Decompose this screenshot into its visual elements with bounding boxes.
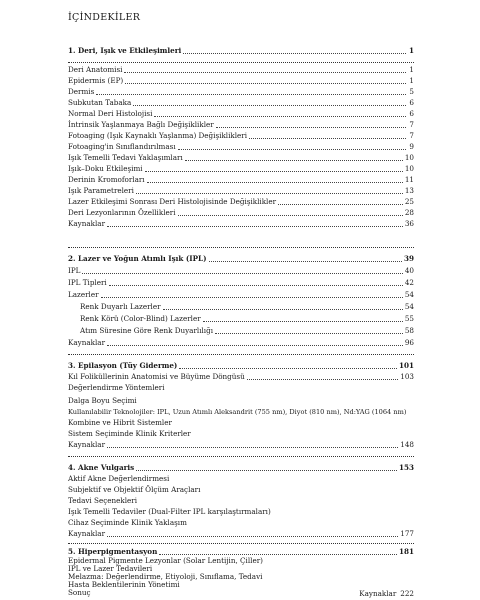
toc-page-number: 222 bbox=[400, 589, 414, 598]
toc-entry-text: IPL ve Lazer Tedavileri bbox=[68, 564, 153, 573]
dot-leader bbox=[178, 215, 403, 216]
dot-leader bbox=[124, 72, 406, 73]
toc-entry[interactable] bbox=[68, 186, 414, 196]
toc-page-number: 39 bbox=[403, 254, 414, 263]
toc-entry[interactable] bbox=[68, 290, 414, 300]
toc-entry[interactable] bbox=[68, 529, 414, 539]
toc-entry-text: Işık Temelli Tedaviler (Dual-Filter IPL karşılaştırmaları) bbox=[68, 507, 271, 516]
toc-entry-text: Kullanılabilir Teknolojiler: IPL, Uzun Atımlı Aleksandrit (755 nm), Diyot (810 nm), Nd:YAG (1064 nm) bbox=[68, 408, 407, 416]
dot-leader bbox=[109, 285, 403, 286]
toc-entry-text: Melazma: Değerlendirme, Etiyoloji, Sınıflama, Tedavi bbox=[68, 572, 263, 581]
toc-entry[interactable] bbox=[68, 266, 414, 276]
dot-leader bbox=[107, 345, 403, 346]
toc-entry-text: Cihaz Seçiminde Klinik Yaklaşım bbox=[68, 518, 187, 527]
toc-entry-text: Epidermis (EP) bbox=[68, 76, 124, 85]
page-title: İÇİNDEKİLER bbox=[68, 12, 141, 23]
toc-entry[interactable] bbox=[68, 197, 414, 207]
toc-page-number: 7 bbox=[409, 120, 414, 129]
toc-entry-text: Tedavi Seçenekleri bbox=[68, 496, 137, 505]
toc-entry[interactable] bbox=[68, 440, 414, 450]
toc-page-number: 28 bbox=[404, 208, 414, 217]
dot-leader bbox=[216, 127, 406, 128]
toc-entry-text: Kıl Foliküllerinin Anatomisi ve Büyüme Döngüsü bbox=[68, 372, 245, 381]
toc-entry[interactable] bbox=[68, 164, 414, 174]
section-divider bbox=[68, 354, 414, 355]
toc-page-number: 55 bbox=[404, 314, 414, 323]
section-divider bbox=[68, 456, 414, 457]
toc-entry-text: Kaynaklar bbox=[68, 440, 106, 449]
toc-page-number: 101 bbox=[398, 361, 414, 370]
dot-leader bbox=[145, 171, 403, 172]
toc-entry[interactable] bbox=[68, 383, 414, 393]
toc-page-number: 10 bbox=[404, 153, 414, 162]
toc-entry-text: Subkutan Tabaka bbox=[68, 98, 132, 107]
section-divider bbox=[68, 62, 414, 63]
toc-entry-text: Değerlendirme Yöntemleri bbox=[68, 383, 165, 392]
toc-page-number: 58 bbox=[404, 326, 414, 335]
toc-page-number: 1 bbox=[409, 65, 414, 74]
toc-entry[interactable] bbox=[68, 485, 414, 495]
toc-entry-text: Işık–Doku Etkileşimi bbox=[68, 164, 143, 173]
toc-page-number: 5 bbox=[409, 87, 414, 96]
toc-page-number: 1 bbox=[409, 76, 414, 85]
toc-entry[interactable] bbox=[68, 429, 414, 439]
toc-entry[interactable] bbox=[68, 372, 414, 382]
toc-entry-text: Kaynaklar bbox=[68, 529, 106, 538]
toc-entry-text: Kaynaklar bbox=[68, 338, 106, 347]
toc-entry-text: Aktif Akne Değerlendirmesi bbox=[68, 474, 170, 483]
toc-page-number: 40 bbox=[404, 266, 414, 275]
dot-leader bbox=[136, 470, 397, 471]
toc-entry-text: Deri Lezyonlarının Özellikleri bbox=[68, 208, 176, 217]
toc-heading-4[interactable] bbox=[68, 463, 414, 473]
dot-leader bbox=[82, 273, 402, 274]
toc-entry[interactable] bbox=[68, 418, 414, 428]
toc-entry-text: IPL Tipleri bbox=[68, 278, 107, 287]
toc-entry[interactable] bbox=[68, 407, 414, 417]
dot-leader bbox=[136, 193, 403, 194]
toc-entry-text: Sistem Seçiminde Klinik Kriterler bbox=[68, 429, 191, 438]
toc-page-number: 9 bbox=[409, 142, 414, 151]
toc-entry[interactable] bbox=[68, 142, 414, 152]
toc-entry[interactable] bbox=[68, 65, 414, 75]
toc-heading-1[interactable] bbox=[68, 46, 414, 56]
toc-page-number: 96 bbox=[404, 338, 414, 347]
dot-leader bbox=[209, 261, 402, 262]
toc-entry-text: Derinin Kromoforları bbox=[68, 175, 145, 184]
toc-subentry[interactable] bbox=[80, 314, 414, 324]
dot-leader bbox=[278, 204, 403, 205]
toc-entry[interactable] bbox=[68, 208, 414, 218]
section-divider bbox=[68, 247, 414, 248]
toc-page-number: 54 bbox=[404, 290, 414, 299]
dot-leader bbox=[107, 447, 398, 448]
toc-page-number: 42 bbox=[404, 278, 414, 287]
toc-entry[interactable] bbox=[68, 507, 414, 517]
toc-entry-text: IPL bbox=[68, 266, 81, 275]
toc-subentry[interactable] bbox=[80, 302, 414, 312]
toc-entry[interactable] bbox=[68, 219, 414, 229]
toc-entry-text: Hasta Beklentilerinin Yönetimi bbox=[68, 580, 180, 589]
toc-entry[interactable] bbox=[68, 131, 414, 141]
dot-leader bbox=[178, 149, 406, 150]
toc-page-number: 13 bbox=[404, 186, 414, 195]
toc-entry-text: Kombine ve Hibrit Sistemler bbox=[68, 418, 172, 427]
toc-entry[interactable] bbox=[68, 338, 414, 348]
toc-page-number: 7 bbox=[409, 131, 414, 140]
toc-entry[interactable] bbox=[68, 396, 414, 406]
toc-heading-text: 1. Deri, Işık ve Etkileşimleri bbox=[68, 46, 182, 55]
toc-page-number: 1 bbox=[408, 46, 414, 55]
toc-heading-text: 3. Epilasyon (Tüy Giderme) bbox=[68, 361, 178, 370]
toc-entry-text: Dermis bbox=[68, 87, 95, 96]
toc-heading-text: 5. Hiperpigmentasyon bbox=[68, 547, 158, 556]
toc-heading-text: 2. Lazer ve Yoğun Atımlı Işık (IPL) bbox=[68, 254, 207, 263]
toc-page-number: 6 bbox=[409, 98, 414, 107]
dot-leader bbox=[125, 83, 406, 84]
toc-entry-text: Renk Duyarlı Lazerler bbox=[80, 302, 161, 311]
toc-entry[interactable] bbox=[68, 474, 414, 484]
dot-leader bbox=[147, 182, 403, 183]
dot-leader bbox=[185, 160, 403, 161]
toc-entry-text: Deri Anatomisi bbox=[68, 65, 123, 74]
toc-entry[interactable] bbox=[68, 175, 414, 185]
toc-page-number: 36 bbox=[404, 219, 414, 228]
toc-entry[interactable] bbox=[68, 87, 414, 97]
toc-page-number: 148 bbox=[400, 440, 414, 449]
toc-entry-text: Fotoaging (Işık Kaynaklı Yaşlanma) Değişiklikleri bbox=[68, 131, 248, 140]
dot-leader bbox=[163, 309, 403, 310]
dot-leader bbox=[107, 226, 403, 227]
toc-entry[interactable] bbox=[68, 98, 414, 108]
toc-entry-text: Işık Parametreleri bbox=[68, 186, 134, 195]
toc-page-number: 6 bbox=[409, 109, 414, 118]
toc-entry-text: Lazerler bbox=[68, 290, 99, 299]
dot-leader bbox=[203, 321, 403, 322]
toc-entry-text: Fotoaging'in Sınıflandırılması bbox=[68, 142, 176, 151]
toc-entry-text: Atım Süresine Göre Renk Duyarlılığı bbox=[80, 326, 213, 335]
toc-entry-text: Kaynaklar bbox=[68, 219, 106, 228]
toc-page-number: 177 bbox=[400, 529, 414, 538]
toc-heading-3[interactable] bbox=[68, 361, 414, 371]
toc-page-number: 11 bbox=[404, 175, 414, 184]
toc-page-number: 103 bbox=[400, 372, 414, 381]
toc-page-number: 10 bbox=[404, 164, 414, 173]
toc-page-number: 54 bbox=[404, 302, 414, 311]
toc-heading-text: 4. Akne Vulgaris bbox=[68, 463, 135, 472]
toc-page-number: 153 bbox=[398, 463, 414, 472]
toc-entry-text: Sonuç bbox=[68, 588, 91, 597]
toc-subentry[interactable] bbox=[80, 326, 414, 336]
dot-leader bbox=[107, 536, 398, 537]
toc-entry[interactable] bbox=[300, 589, 414, 599]
dot-leader bbox=[101, 297, 403, 298]
toc-entry-text: Renk Körü (Color-Blind) Lazerler bbox=[80, 314, 201, 323]
toc-entry[interactable] bbox=[68, 76, 414, 86]
dot-leader bbox=[183, 53, 406, 54]
toc-entry[interactable] bbox=[68, 109, 414, 119]
toc-entry[interactable] bbox=[68, 496, 414, 506]
dot-leader bbox=[179, 368, 397, 369]
section-divider bbox=[68, 543, 414, 544]
dot-leader bbox=[154, 116, 406, 117]
toc-entry[interactable] bbox=[68, 153, 414, 163]
dot-leader bbox=[249, 138, 406, 139]
toc-page-number: 25 bbox=[404, 197, 414, 206]
toc-heading-2[interactable] bbox=[68, 254, 414, 264]
dot-leader bbox=[96, 94, 406, 95]
toc-entry-text: Subjektif ve Objektif Ölçüm Araçları bbox=[68, 485, 201, 494]
toc-entry-text: Normal Deri Histolojisi bbox=[68, 109, 153, 118]
dot-leader bbox=[159, 554, 397, 555]
dot-leader bbox=[247, 379, 399, 380]
toc-entry-text: Lazer Etkileşimi Sonrası Deri Histolojisinde Değişiklikler bbox=[68, 197, 277, 206]
toc-entry-text: Dalga Boyu Seçimi bbox=[68, 396, 137, 405]
toc-entry-text: Işık Temelli Tedavi Yaklaşımları bbox=[68, 153, 183, 162]
toc-entry[interactable] bbox=[68, 278, 414, 288]
toc-entry-text: Kaynaklar bbox=[359, 589, 397, 598]
toc-entry-text: Epidermal Pigmente Lezyonlar (Solar Lentijin, Çiller) bbox=[68, 556, 263, 565]
toc-entry[interactable] bbox=[68, 120, 414, 130]
toc-entry[interactable] bbox=[68, 518, 414, 528]
dot-leader bbox=[133, 105, 406, 106]
dot-leader bbox=[215, 333, 403, 334]
toc-page-number: 181 bbox=[398, 547, 414, 556]
toc-entry-text: İntrinsik Yaşlanmaya Bağlı Değişiklikler bbox=[68, 120, 214, 129]
